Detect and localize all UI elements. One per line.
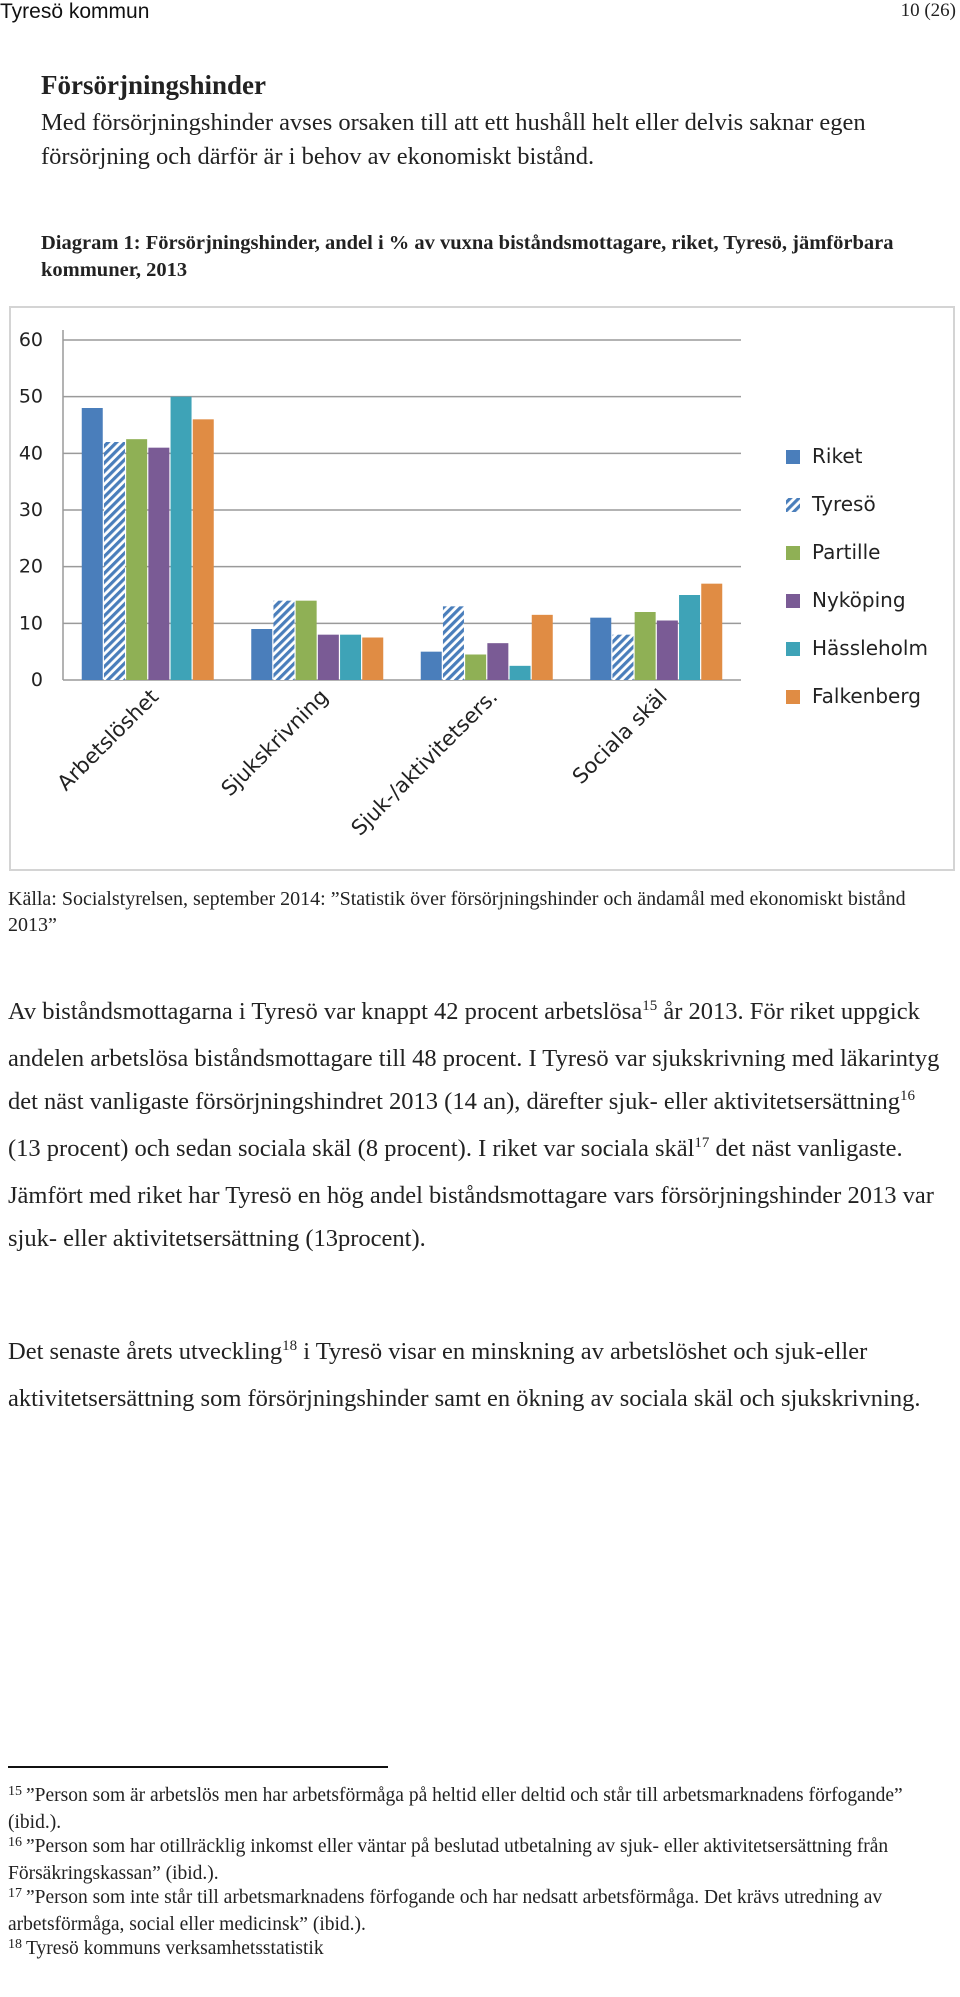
chart-frame	[9, 306, 955, 871]
bar-partille	[296, 601, 317, 680]
p1-text-d: det näst vanligaste. Jämfört med riket har Tyresö en hög andel biståndsmottagare vars försörjningshinder 2013 var sjuk- eller aktivitetsersättning (13procent).	[8, 1135, 934, 1252]
p1-text-a: Av biståndsmottagarna i Tyresö var knappt 42 procent arbetslösa	[8, 998, 643, 1025]
y-tick-label: 60	[18, 329, 43, 351]
bar-riket	[421, 652, 442, 680]
footnote-15	[8, 1784, 943, 1835]
y-tick-label: 40	[18, 442, 43, 465]
chart-source: Källa: Socialstyrelsen, september 2014: ”Statistik över försörjningshinder och ändamål med ekonomiskt bistånd 2013”	[8, 888, 906, 936]
bar-partille	[635, 612, 656, 680]
legend-label: Partille	[812, 540, 881, 564]
bar-nyköping	[318, 635, 339, 680]
footnote-16	[8, 1835, 943, 1886]
footnote-text: Tyresö kommuns verksamhetsstatistik	[26, 1938, 324, 1959]
bar-riket	[590, 618, 611, 680]
footnote-ref-16: 16	[899, 1088, 915, 1104]
paragraph-1	[8, 990, 943, 1260]
y-tick-label: 20	[18, 555, 43, 578]
p2-text-b: i Tyresö visar en minskning av arbetslöshet och sjuk-eller aktivitetsersättning som försörjningshinder samt en ökning av sociala skäl och sjukskrivning.	[8, 1338, 921, 1412]
footnote-number: 18	[8, 1937, 22, 1952]
y-tick-label: 50	[18, 385, 43, 408]
bar-hässleholm	[679, 595, 700, 680]
legend-swatch	[786, 690, 800, 704]
footnote-number: 16	[8, 1835, 22, 1850]
legend-label: Hässleholm	[812, 636, 928, 660]
bar-hässleholm	[340, 635, 361, 680]
footnotes	[8, 1784, 943, 1964]
chart-caption: Diagram 1: Försörjningshinder, andel i % av vuxna biståndsmottagare, riket, Tyresö, jämförbara kommuner, 2013	[41, 232, 894, 281]
y-tick-label: 0	[30, 669, 43, 691]
bar-hässleholm	[171, 397, 192, 680]
legend-swatch	[786, 450, 800, 464]
bar-nyköping	[657, 621, 678, 681]
bar-falkenberg	[701, 584, 722, 680]
header-org: Tyresö kommun	[0, 0, 150, 23]
bar-partille	[126, 439, 147, 680]
bar-nyköping	[487, 643, 508, 680]
section-intro: Med försörjningshinder avses orsaken till att ett hushåll helt eller delvis saknar egen försörjning och därför är i behov av ekonomiskt bistånd.	[41, 109, 866, 170]
footnote-ref-15: 15	[642, 998, 658, 1014]
bar-tyresö	[273, 601, 294, 680]
bar-partille	[465, 655, 486, 681]
bar-tyresö	[443, 606, 464, 680]
x-category-label: Sociala skäl	[567, 684, 672, 789]
bar-hässleholm	[510, 666, 531, 680]
footnote-number: 15	[8, 1784, 22, 1799]
x-category-label: Arbetslöshet	[52, 684, 164, 796]
p2-text-a: Det senaste årets utveckling	[8, 1338, 283, 1365]
legend-label: Falkenberg	[812, 684, 921, 708]
legend-swatch	[786, 546, 800, 560]
bar-tyresö	[612, 635, 633, 680]
bar-nyköping	[148, 448, 169, 680]
legend-swatch	[786, 642, 800, 656]
bar-falkenberg	[362, 638, 383, 681]
p1-text-c: (13 procent) och sedan sociala skäl (8 procent). I riket var sociala skäl	[8, 1135, 695, 1162]
x-category-label: Sjuk-/aktivitetsers.	[346, 684, 503, 841]
legend-swatch	[786, 498, 800, 512]
footnote-ref-18: 18	[282, 1338, 298, 1354]
bar-riket	[251, 629, 272, 680]
p1-text-b: år 2013. För riket uppgick andelen arbetslösa biståndsmottagare till 48 procent. I Tyresö var sjukskrivning med läkarintyg det näst vanligaste försörjningshindret 2013 (14 an), därefter sjuk- eller aktivitetsersättning	[8, 998, 940, 1115]
footnote-number: 17	[8, 1886, 22, 1901]
x-category-label: Sjukskrivning	[216, 684, 333, 801]
page-number: 10 (26)	[900, 0, 956, 21]
legend-label: Riket	[812, 444, 863, 468]
footnote-text: ”Person som har otillräcklig inkomst eller väntar på beslutad utbetalning av sjuk- eller aktivitetsersättning från Försäkringskassan” (ibid.).	[8, 1836, 889, 1884]
footnote-text: ”Person som inte står till arbetsmarknadens förfogande och har nedsatt arbetsförmåga. Det krävs utredning av arbetsförmåga, social eller medicinsk” (ibid.).	[8, 1887, 883, 1935]
legend-swatch	[786, 594, 800, 608]
paragraph-2	[8, 1330, 943, 1420]
bar-tyresö	[104, 442, 125, 680]
bar-chart	[11, 308, 953, 869]
footnote-18	[8, 1937, 943, 1964]
legend-label: Nyköping	[812, 588, 906, 612]
legend-label: Tyresö	[812, 492, 876, 516]
section-title: Försörjningshinder	[41, 70, 267, 100]
bar-falkenberg	[193, 419, 214, 680]
y-tick-label: 10	[18, 612, 43, 635]
bar-falkenberg	[532, 615, 553, 680]
footnote-17	[8, 1886, 943, 1937]
footnote-separator	[8, 1766, 388, 1768]
footnote-ref-17: 17	[694, 1135, 710, 1151]
footnote-text: ”Person som är arbetslös men har arbetsförmåga på heltid eller deltid och står till arbetsmarknadens förfogande” (ibid.).	[8, 1785, 903, 1833]
bar-riket	[82, 408, 103, 680]
y-tick-label: 30	[18, 499, 43, 521]
